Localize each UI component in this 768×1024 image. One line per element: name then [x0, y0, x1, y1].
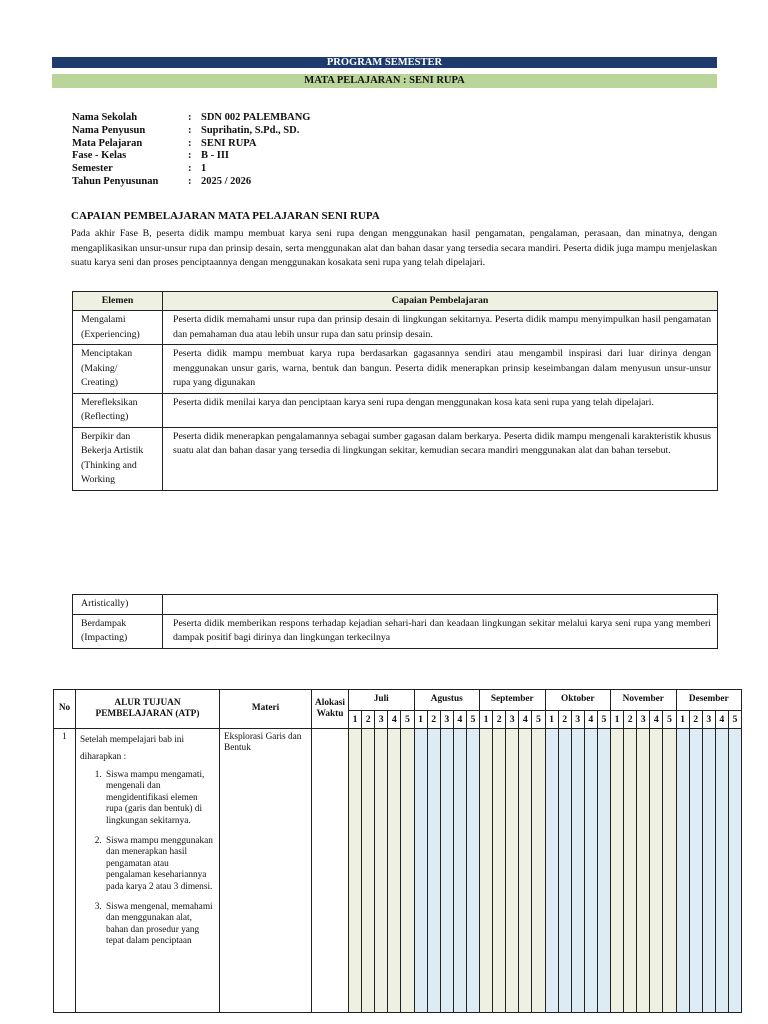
schedule-cell — [650, 729, 663, 1013]
info-value: Suprihatin, S.Pd., SD. — [201, 124, 300, 136]
info-label: Nama Penyusun — [72, 124, 146, 136]
elemen-row — [73, 345, 718, 394]
school-info — [72, 112, 310, 189]
schedule-cell — [388, 729, 401, 1013]
schedule-cell — [558, 729, 571, 1013]
elemen-capaian: Peserta didik mampu membuat karya rupa berdasarkan gagasannya sendiri atau mengambil inspirasi dari luar dirinya dengan menggunakan unsur garis, warna, bentuk dan bangun. Peserta didik menerapkan prinsip keseimbangan dalam menyusun unsur-unsur rupa yang digunakan — [163, 345, 718, 394]
elemen-name: Berdampak (Impacting) — [73, 614, 163, 648]
week-header: 5 — [466, 711, 479, 729]
program-semester-title: PROGRAM SEMESTER — [52, 57, 717, 68]
week-header: 2 — [362, 711, 375, 729]
info-value: 1 — [201, 163, 207, 175]
week-header: 5 — [728, 711, 741, 729]
atp-objective: 1. Siswa mampu mengamati, mengenali dan mengidentifikasi elemen rupa (garis dan bentuk) di lingkungan sekitarnya. — [104, 770, 215, 827]
col-materi: Materi — [220, 690, 312, 729]
elemen-table — [72, 291, 718, 491]
info-label: Nama Sekolah — [72, 112, 138, 123]
schedule-cell — [532, 729, 545, 1013]
elemen-name: Menciptakan (Making/ Creating) — [73, 345, 163, 394]
elemen-row — [73, 614, 718, 648]
info-colon: : — [188, 175, 192, 187]
week-header: 3 — [702, 711, 715, 729]
info-label: Semester — [72, 163, 113, 175]
col-alokasi: Alokasi Waktu — [312, 690, 349, 729]
week-header: 2 — [493, 711, 506, 729]
week-header: 1 — [611, 711, 624, 729]
schedule-cell — [506, 729, 519, 1013]
schedule-cell — [637, 729, 650, 1013]
elemen-row — [73, 427, 718, 490]
week-header: 1 — [480, 711, 493, 729]
info-label: Fase - Kelas — [72, 150, 127, 162]
schedule-cell — [427, 729, 440, 1013]
elemen-capaian: Peserta didik memahami unsur rupa dan prinsip desain di lingkungan sekitarnya. Peserta didik mampu menyimpulkan hasil pengamatan dan pemahaman dua atau lebih unsur rupa dan satu prinsip desain. — [163, 311, 718, 345]
schedule-cell — [480, 729, 493, 1013]
schedule-cell — [349, 729, 362, 1013]
month-header: Juli — [349, 690, 415, 711]
elemen-name: Mengalami (Experiencing) — [73, 311, 163, 345]
col-alur: ALUR TUJUAN PEMBELAJARAN (ATP) — [76, 690, 220, 729]
month-header: Desember — [676, 690, 742, 711]
elemen-row — [73, 393, 718, 427]
info-value: SDN 002 PALEMBANG — [201, 112, 311, 123]
week-header: 3 — [506, 711, 519, 729]
info-value: B - III — [201, 150, 230, 162]
schedule-cell — [414, 729, 427, 1013]
info-label: Mata Pelajaran — [72, 137, 143, 149]
week-header: 1 — [349, 711, 362, 729]
atp-intro: Setelah mempelajari bab ini diharapkan : — [80, 735, 185, 762]
schedule-cell — [715, 729, 728, 1013]
week-header: 4 — [715, 711, 728, 729]
info-row — [72, 150, 310, 163]
schedule-cell — [466, 729, 479, 1013]
schedule-cell — [663, 729, 676, 1013]
schedule-cell — [362, 729, 375, 1013]
atp-alur — [76, 729, 220, 1013]
info-row — [72, 163, 310, 176]
schedule-cell — [676, 729, 689, 1013]
info-value: 2025 / 2026 — [201, 175, 252, 187]
info-row — [72, 176, 310, 189]
week-header: 1 — [414, 711, 427, 729]
week-header: 2 — [689, 711, 702, 729]
schedule-cell — [728, 729, 741, 1013]
week-header: 3 — [571, 711, 584, 729]
week-header: 2 — [558, 711, 571, 729]
capaian-paragraph: Pada akhir Fase B, peserta didik mampu membuat karya seni rupa dengan menggunakan hasil pengamatan, pengalaman, perasaan, dan minatnya, dengan mengaplikasikan unsur-unsur rupa dan prinsip desain, serta menggunakan alat dan bahan dasar yang tersedia secara mandiri. Peserta didik juga mampu menjelaskan suatu karya seni dan proses penciptaannya dengan menggunakan kosakata seni rupa yang telah dipelajari. — [71, 228, 717, 268]
week-header: 4 — [584, 711, 597, 729]
info-row — [72, 125, 310, 138]
schedule-cell — [519, 729, 532, 1013]
atp-alokasi — [312, 729, 349, 1013]
capaian-title: CAPAIAN PEMBELAJARAN MATA PELAJARAN SENI RUPA — [71, 210, 380, 222]
elemen-table-continued — [72, 594, 718, 649]
atp-no: 1 — [54, 729, 76, 1013]
week-header: 2 — [624, 711, 637, 729]
week-header: 3 — [637, 711, 650, 729]
week-header: 2 — [427, 711, 440, 729]
info-colon: : — [188, 150, 192, 162]
week-header: 3 — [440, 711, 453, 729]
atp-objective: 3. Siswa mengenal, memahami dan menggunakan alat, bahan dan prosedur yang tepat dalam penciptaan — [104, 902, 215, 948]
month-header: November — [611, 690, 677, 711]
elemen-row — [73, 311, 718, 345]
atp-materi: Eksplorasi Garis dan Bentuk — [220, 729, 312, 1013]
info-colon: : — [188, 124, 192, 136]
schedule-cell — [493, 729, 506, 1013]
atp-table — [53, 689, 742, 1013]
info-label: Tahun Penyusunan — [72, 175, 159, 187]
schedule-cell — [597, 729, 610, 1013]
elemen-name: Merefleksikan (Reflecting) — [73, 393, 163, 427]
month-header: Agustus — [414, 690, 479, 711]
schedule-cell — [611, 729, 624, 1013]
week-header: 4 — [388, 711, 401, 729]
schedule-cell — [401, 729, 414, 1013]
schedule-cell — [571, 729, 584, 1013]
subject-bar: MATA PELAJARAN : SENI RUPA — [52, 74, 717, 88]
week-header: 4 — [453, 711, 466, 729]
week-header: 5 — [532, 711, 545, 729]
month-header: September — [480, 690, 546, 711]
schedule-cell — [702, 729, 715, 1013]
info-value: SENI RUPA — [201, 137, 257, 149]
week-header: 4 — [519, 711, 532, 729]
elemen-name: Berpikir dan Bekerja Artistik (Thinking and Working — [73, 427, 163, 490]
week-header: 3 — [375, 711, 388, 729]
elemen-header: Elemen — [73, 292, 163, 311]
week-header: 5 — [401, 711, 414, 729]
schedule-cell — [584, 729, 597, 1013]
elemen-capaian: Peserta didik memberikan respons terhadap kejadian sehari-hari dan keadaan lingkungan sekitar melalui karya seni rupa yang memberi dampak positif bagi dirinya dan lingkungan terkecilnya — [163, 614, 718, 648]
info-colon: : — [188, 112, 192, 123]
elemen-capaian: Peserta didik menerapkan pengalamannya sebagai sumber gagasan dalam berkarya. Peserta didik mampu mengenali karakteristik khusus suatu alat dan bahan dasar yang tersedia di lingkungan sekitar, kemudian secara mandiri menggunakan alat dan bahan tersebut. — [163, 427, 718, 490]
schedule-cell — [440, 729, 453, 1013]
elemen-row — [73, 595, 718, 615]
info-row — [72, 138, 310, 151]
week-header: 4 — [650, 711, 663, 729]
schedule-cell — [453, 729, 466, 1013]
week-header: 1 — [545, 711, 558, 729]
week-header: 5 — [663, 711, 676, 729]
schedule-cell — [624, 729, 637, 1013]
info-colon: : — [188, 163, 192, 175]
schedule-cell — [375, 729, 388, 1013]
elemen-name: Artistically) — [73, 595, 163, 615]
elemen-capaian: Peserta didik menilai karya dan penciptaan karya seni rupa dengan menggunakan kosa kata seni rupa yang telah dipelajari. — [163, 393, 718, 427]
info-row — [72, 112, 310, 125]
schedule-cell — [689, 729, 702, 1013]
atp-objectives — [80, 770, 215, 948]
capaian-header: Capaian Pembelajaran — [163, 292, 718, 311]
atp-row — [54, 729, 742, 1013]
week-header: 1 — [676, 711, 689, 729]
schedule-cell — [545, 729, 558, 1013]
month-header: Oktober — [545, 690, 611, 711]
col-no: No — [54, 690, 76, 729]
elemen-capaian — [163, 595, 718, 615]
week-header: 5 — [597, 711, 610, 729]
info-colon: : — [188, 137, 192, 149]
atp-objective: 2. Siswa mampu menggunakan dan menerapkan hasil pengamatan atau pengalaman kesehariannya pada karya 2 atau 3 dimensi. — [104, 836, 215, 893]
